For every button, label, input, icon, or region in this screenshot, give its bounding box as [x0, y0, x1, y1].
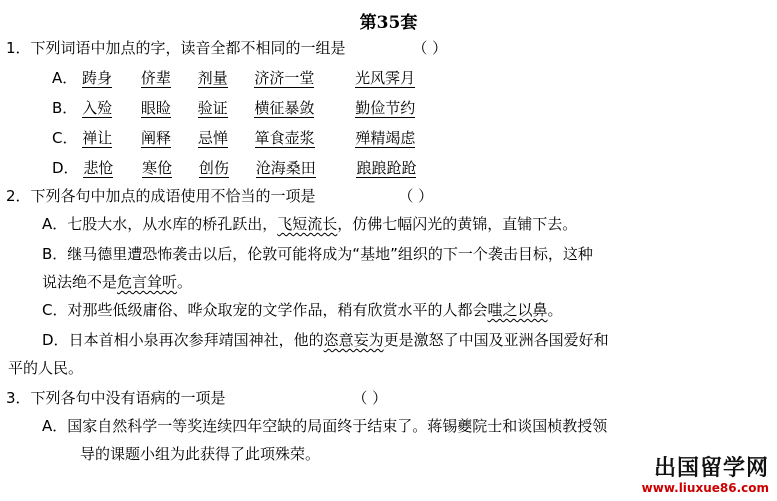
q3-option-a-cont: 导的课题小组为此获得了此项殊荣。: [80, 445, 321, 463]
word: 沧海桑田: [255, 159, 316, 177]
page-title: 第35套: [359, 13, 418, 33]
word: 忌惮: [197, 129, 228, 147]
word: 验证: [197, 99, 228, 117]
word: 踉踉跄跄: [356, 159, 417, 177]
q2-option-d-cont: 平的人民。: [8, 359, 84, 377]
word: 阐释: [141, 129, 172, 147]
idiom: 危言耸听: [117, 273, 178, 291]
question-2-stem: 2．下列各句中加点的成语使用不恰当的一项是 （ ）: [6, 187, 434, 205]
q2-option-c: C．对那些低级庸俗、哗众取宠的文学作品，稍有欣赏水平的人都会嗤之以鼻。: [42, 301, 563, 319]
idiom: 嗤之以鼻: [487, 301, 548, 319]
word: 剂量: [197, 69, 228, 87]
word: 箪食壶浆: [254, 129, 315, 147]
word: 寒伧: [142, 159, 173, 177]
q1-option-a: A． 踌身 侪辈 剂量 济济一堂 光风霁月: [52, 69, 416, 87]
watermark-url: www.liuxue86.com: [641, 481, 769, 495]
watermark-logo-text: 出国留学网: [653, 456, 769, 481]
word: 悲怆: [83, 159, 114, 177]
question-1-stem: 1．下列词语中加点的字，读音全都不相同的一组是 （ ）: [6, 39, 448, 57]
q2-option-b: B．继马德里遭恐怖袭击以后，伦敦可能将成为“基地”组织的下一个袭击目标，这种: [42, 245, 593, 263]
q2-option-b-cont: 说法绝不是危言耸听。: [42, 273, 193, 291]
answer-paren: （ ）: [398, 187, 434, 205]
word: 禅让: [82, 129, 113, 147]
word: 眼睑: [140, 99, 171, 117]
answer-paren: （ ）: [412, 39, 448, 57]
question-3-stem: 3．下列各句中没有语病的一项是 （ ）: [6, 389, 388, 407]
q1-option-b: B． 入殓 眼睑 验证 横征暴敛 勤俭节约: [52, 99, 416, 117]
word: 创伤: [198, 159, 229, 177]
q2-option-d: D．日本首相小泉再次参拜靖国神社，他的恣意妄为更是激怒了中国及亚洲各国爱好和: [42, 331, 609, 349]
answer-paren: （ ）: [352, 389, 388, 407]
word: 侪辈: [140, 69, 171, 87]
q1-option-c: C． 禅让 阐释 忌惮 箪食壶浆 殚精竭虑: [52, 129, 416, 147]
idiom: 飞短流长: [277, 215, 338, 233]
word: 踌身: [82, 69, 113, 87]
q2-option-a: A．七股大水，从水库的桥孔跃出，飞短流长，仿佛七幅闪光的黄锦，直铺下去。: [42, 215, 578, 233]
word: 入殓: [82, 99, 113, 117]
word: 济济一堂: [254, 69, 315, 87]
word: 殚精竭虑: [355, 129, 416, 147]
site-watermark: [642, 457, 769, 495]
word: 横征暴敛: [254, 99, 315, 117]
word: 勤俭节约: [355, 99, 416, 117]
q1-option-d: D． 悲怆 寒伧 创伤 沧海桑田 踉踉跄跄: [52, 159, 417, 177]
q3-option-a: A．国家自然科学一等奖连续四年空缺的局面终于结束了。蒋锡夔院士和谈国桢教授领: [42, 417, 608, 435]
word: 光风霁月: [355, 69, 416, 87]
idiom: 恣意妄为: [323, 331, 384, 349]
